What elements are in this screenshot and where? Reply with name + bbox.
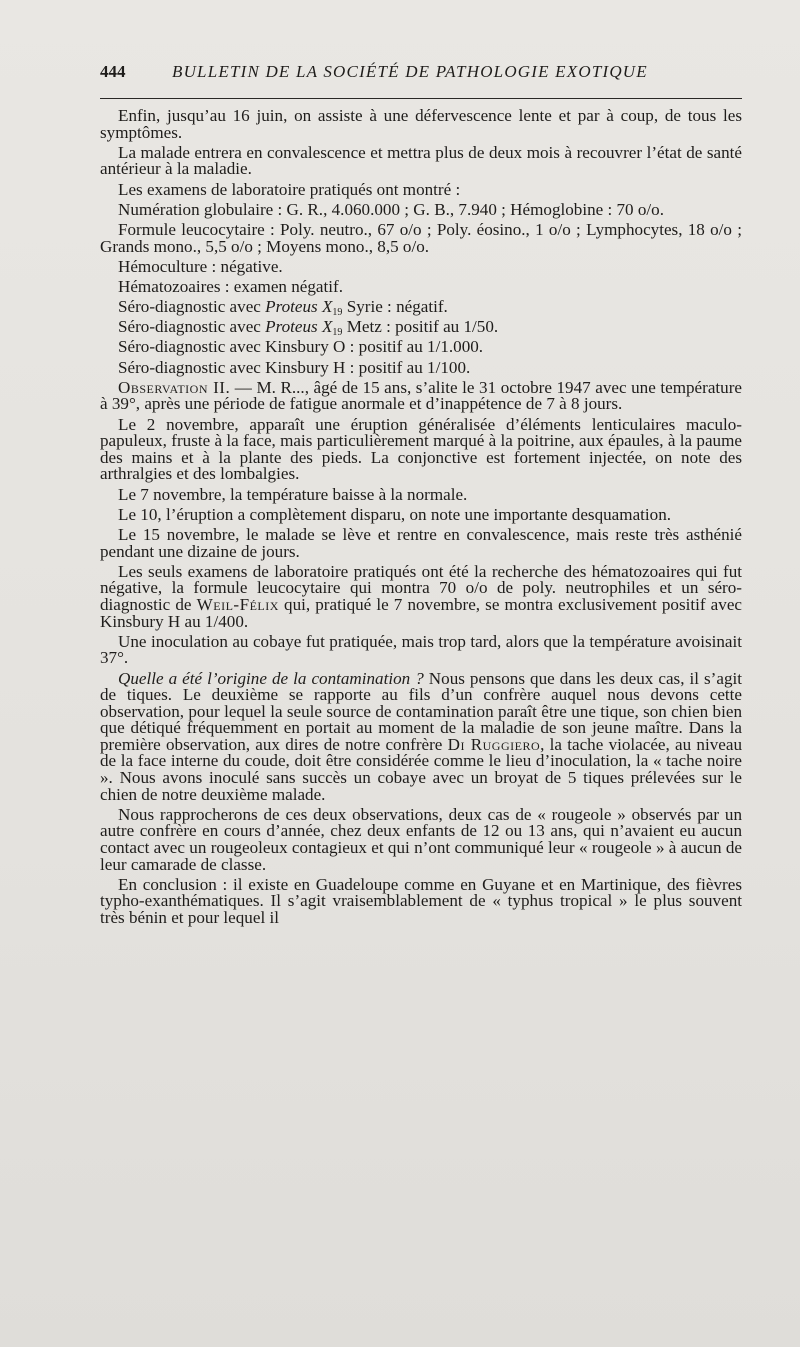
text-run: qui, pratiqué le 7 novembre, se montra exclusivement positif avec Kinsbury H au 1/400.	[100, 594, 742, 631]
subscript: 19	[332, 327, 343, 339]
author-name: Weil-Félix	[196, 594, 279, 614]
text-run: Nous pensons que dans les deux cas, il s’agit de tiques. Le deuxième se rapporte au fils d’un confrère auquel nous devons cette observation, pour lequel la seule source de contamination paraît être une tique, son chien bien que détiqué fréquemment en portait au moment de la maladie de son jeune maître. Dans la première observation, aux dires de notre confrère	[100, 668, 742, 754]
paragraph: Le 7 novembre, la température baisse à la normale.	[118, 484, 468, 504]
paragraph: Séro-diagnostic avec Kinsbury O : positif au 1/1.000.	[118, 337, 484, 357]
text-run: Séro-diagnostic avec	[118, 317, 266, 337]
header-rule	[100, 98, 742, 99]
text-run: Les seuls examens de laboratoire pratiqués ont été la recherche des hématozoaires qui fut négative, la formule leucocytaire qui montra 70 o/o de poly. neutrophiles et un séro-diagnostic de	[100, 561, 742, 614]
paragraph: Les examens de laboratoire pratiqués ont montré :	[118, 179, 461, 199]
paragraph: Le 15 novembre, le malade se lève et rentre en convalescence, mais reste très asthénié pendant une dizaine de jours.	[100, 524, 742, 561]
text-run: , la tache violacée, au niveau de la face interne du coude, doit être considérée comme le lieu d’inoculation, la « tache noire ». Nous avons inoculé sans succès un cobaye avec un broyat de 5 tiques prélevées sur le chien de notre deuxième malade.	[100, 734, 742, 804]
paragraph: Hématozoaires : examen négatif.	[118, 276, 343, 296]
page-number: 444	[100, 62, 126, 81]
text-run: — M. R..., âgé de 15 ans, s’alite le 31 octobre 1947 avec une température à 39°, après une période de fatigue anormale et d’inappétence de 7 à 8 jours.	[100, 377, 742, 414]
subscript: 19	[332, 307, 343, 319]
paragraph: Le 10, l’éruption a complètement disparu, on note une importante desquamation.	[118, 504, 672, 524]
running-header	[100, 62, 740, 82]
paragraph: Hémoculture : négative.	[118, 256, 283, 276]
organism-name: Proteus X	[265, 317, 333, 337]
paragraph: Enfin, jusqu’au 16 juin, on assiste à une défervescence lente et par à coup, de tous les symptômes.	[100, 106, 742, 142]
paragraph: Une inoculation au cobaye fut pratiquée, mais trop tard, alors que la température avoisinait 37°.	[100, 631, 742, 668]
observation-heading-paragraph	[100, 377, 742, 414]
paragraph: En conclusion : il existe en Guadeloupe comme en Guyane et en Martinique, des fièvres typho-exanthématiques. Il s’agit vraisemblablement de « typhus tropical » le plus souvent très bénin et pour lequel il	[100, 874, 742, 927]
journal-title: BULLETIN DE LA SOCIÉTÉ DE PATHOLOGIE EXOTIQUE	[172, 62, 648, 81]
organism-name: Proteus X	[265, 297, 333, 317]
paragraph: Formule leucocytaire : Poly. neutro., 67 o/o ; Poly. éosino., 1 o/o ; Lymphocytes, 18 o/o ; Grands mono., 5,5 o/o ; Moyens mono., 8,5 o/o.	[100, 219, 742, 256]
paragraph	[100, 668, 742, 804]
paragraph: Le 2 novembre, apparaît une éruption généralisée d’éléments lenticulaires maculo-papuleux, fruste à la face, mais particulièrement marqué à la poitrine, aux épaules, à la paume des mains et à la plante des pieds. La conjonctive est fortement injectée, on note des arthralgies et des lombalgies.	[100, 414, 742, 484]
question-text: Quelle a été l’origine de la contamination ?	[118, 668, 424, 688]
paragraph: Séro-diagnostic avec Kinsbury H : positif au 1/100.	[118, 357, 471, 377]
paragraph: Numération globulaire : G. R., 4.060.000 ; G. B., 7.940 ; Hémoglobine : 70 o/o.	[118, 199, 664, 219]
observation-label: Observation II.	[118, 377, 231, 397]
text-run: Syrie : négatif.	[342, 297, 448, 317]
paragraph	[100, 317, 742, 339]
text-run: Metz : positif au 1/50.	[342, 317, 499, 337]
paragraph: La malade entrera en convalescence et mettra plus de deux mois à recouvrer l’état de santé antérieur à la maladie.	[100, 142, 742, 179]
author-name: Di Ruggiero	[447, 734, 541, 754]
paragraph	[100, 561, 742, 631]
body-text	[100, 108, 742, 930]
paragraph: Nous rapprocherons de ces deux observations, deux cas de « rougeole » observés par un autre confrère en cours d’année, chez deux enfants de 12 ou 13 ans, qui n’avaient eu aucun contact avec un rougeoleux contagieux et qui n’ont communiqué leur « rougeole » à aucun de leur camarade de classe.	[100, 804, 742, 874]
paragraph	[100, 297, 742, 319]
text-run: Séro-diagnostic avec	[118, 297, 266, 317]
